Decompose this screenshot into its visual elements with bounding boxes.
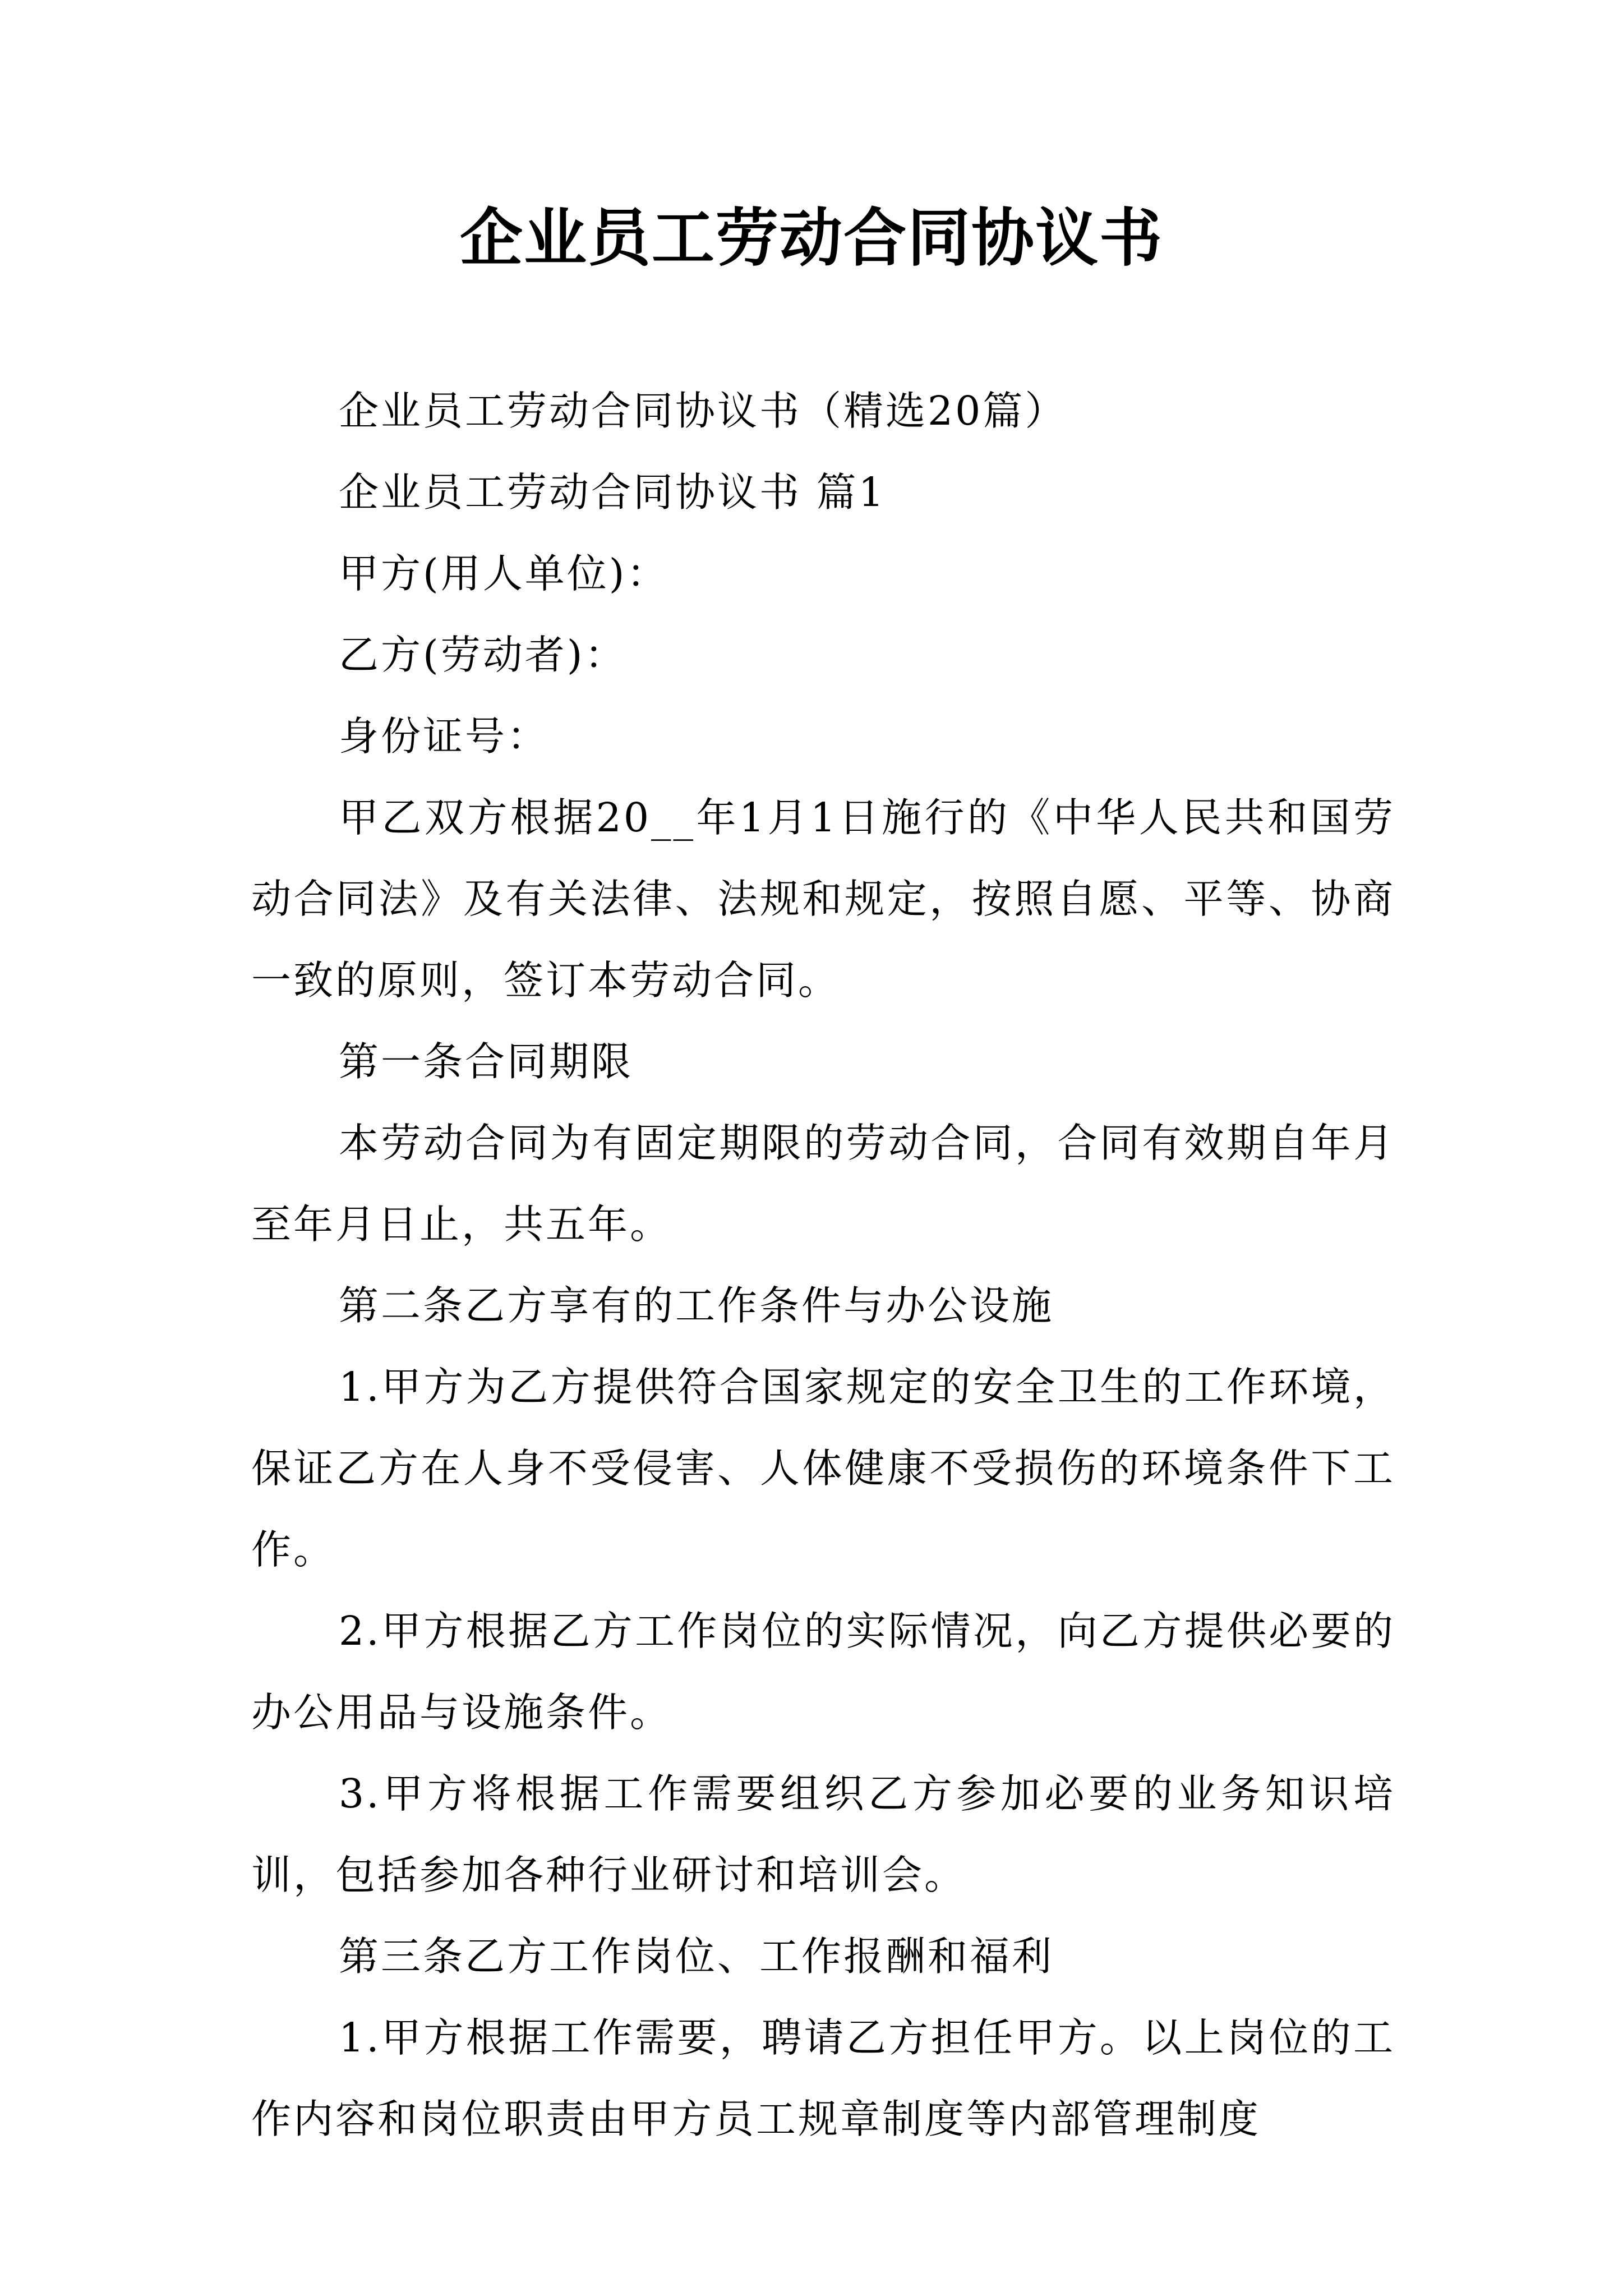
paragraph-heading: 企业员工劳动合同协议书（精选20篇） [339, 388, 1067, 434]
article-2-item-2: 2.甲方根据乙方工作岗位的实际情况，向乙方提供必要的办公用品与设施条件。 [251, 1608, 1395, 1736]
party-b-line: 乙方(劳动者)： [339, 632, 627, 678]
id-number-line: 身份证号： [339, 713, 550, 760]
article-2-item-3: 3.甲方将根据工作需要组织乙方参加必要的业务知识培训，包括参加各种行业研讨和培训会。 [251, 1770, 1395, 1898]
document-title: 企业员工劳动合同协议书 [460, 202, 1163, 275]
paragraph-section-label: 企业员工劳动合同协议书 篇1 [339, 469, 886, 516]
article-1-heading: 第一条合同期限 [339, 1038, 634, 1085]
preamble-paragraph: 甲乙双方根据20__年1月1日施行的《中华人民共和国劳动合同法》及有关法律、法规和规定，按照自愿、平等、协商一致的原则，签订本劳动合同。 [251, 794, 1395, 1004]
article-1-text: 本劳动合同为有固定期限的劳动合同，合同有效期自年月至年月日止，共五年。 [251, 1120, 1395, 1248]
article-2-heading: 第二条乙方享有的工作条件与办公设施 [339, 1282, 1054, 1329]
document-body [251, 370, 1395, 2160]
party-a-line: 甲方(用人单位)： [339, 550, 669, 597]
article-3-heading: 第三条乙方工作岗位、工作报酬和福利 [339, 1933, 1054, 1980]
article-2-item-1: 1.甲方为乙方提供符合国家规定的安全卫生的工作环境，保证乙方在人身不受侵害、人体健康不受损伤的环境条件下工作。 [251, 1364, 1395, 1573]
article-3-item-1: 1.甲方根据工作需要，聘请乙方担任甲方。以上岗位的工作内容和岗位职责由甲方员工规章制度等内部管理制度 [251, 2014, 1395, 2142]
